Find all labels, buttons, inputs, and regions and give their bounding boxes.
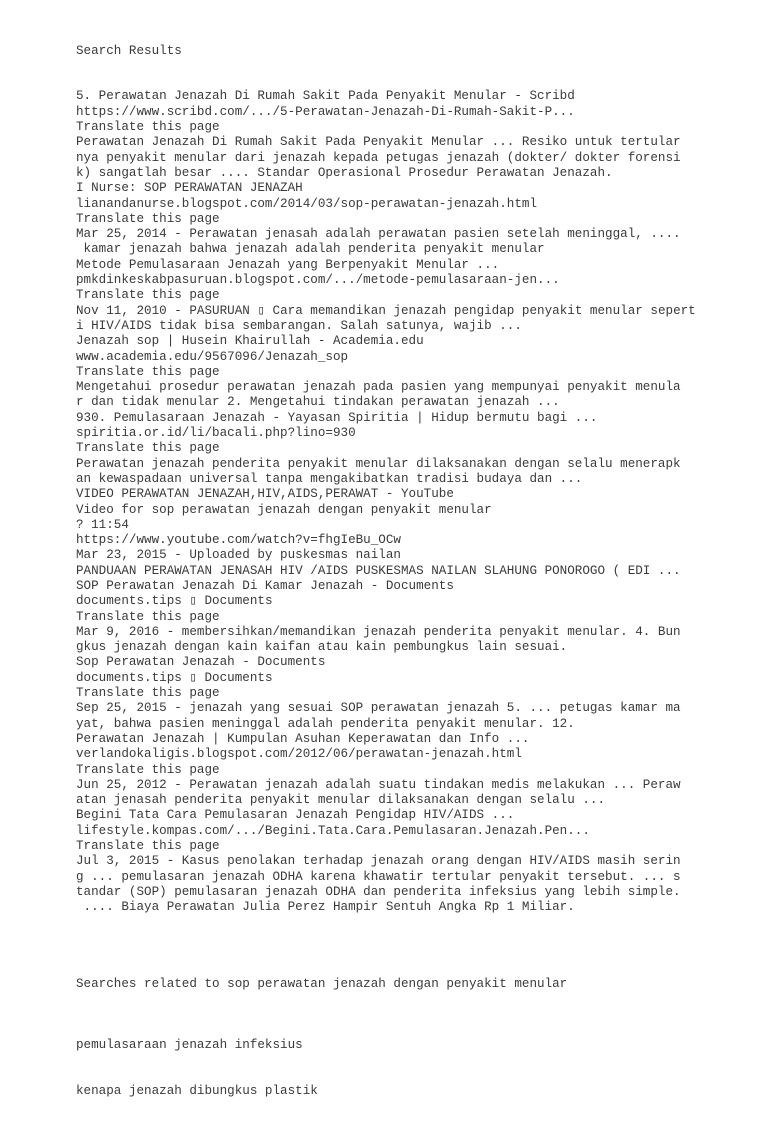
result-item	[76, 411, 748, 487]
result-snippet-line: Nov 11, 2010 - PASURUAN ▯ Cara memandikan jenazah pengidap penyakit menular sepert	[76, 303, 696, 318]
translate-link[interactable]: Translate this page	[76, 364, 220, 379]
result-title-link[interactable]: SOP Perawatan Jenazah Di Kamar Jenazah - Documents	[76, 578, 454, 593]
translate-link[interactable]: Translate this page	[76, 839, 220, 854]
result-snippet-line: Jul 3, 2015 - Kasus penolakan terhadap jenazah orang dengan HIV/AIDS masih serin	[76, 854, 681, 869]
result-item	[76, 181, 748, 257]
result-url[interactable]: pmkdinkeskabpasuruan.blogspot.com/.../metode-pemulasaraan-jen...	[76, 273, 560, 288]
related-searches	[76, 946, 748, 1130]
result-title-link[interactable]: VIDEO PERAWATAN JENAZAH,HIV,AIDS,PERAWAT - YouTube	[76, 487, 454, 502]
result-title-link[interactable]: Begini Tata Cara Pemulasaran Jenazah Pengidap HIV/AIDS ...	[76, 808, 515, 823]
result-url[interactable]: verlandokaligis.blogspot.com/2012/06/perawatan-jenazah.html	[76, 747, 522, 762]
result-title-link[interactable]: 5. Perawatan Jenazah Di Rumah Sakit Pada Penyakit Menular - Scribd	[76, 89, 575, 104]
result-snippet-line: r dan tidak menular 2. Mengetahui tindakan perawatan jenazah ...	[76, 395, 560, 410]
result-url[interactable]: https://www.scribd.com/.../5-Perawatan-Jenazah-Di-Rumah-Sakit-P...	[76, 104, 575, 119]
result-item	[76, 732, 748, 808]
page-heading: Search Results	[76, 43, 182, 58]
result-snippet-line: Sep 25, 2015 - jenazah yang sesuai SOP perawatan jenazah 5. ... petugas kamar ma	[76, 701, 681, 716]
result-snippet-line: nya penyakit menular dari jenazah kepada petugas jenazah (dokter/ dokter forensi	[76, 150, 681, 165]
translate-link[interactable]: Translate this page	[76, 211, 220, 226]
result-title-link[interactable]: Sop Perawatan Jenazah - Documents	[76, 655, 326, 670]
translate-link[interactable]: Translate this page	[76, 686, 220, 701]
related-search-link[interactable]: kenapa jenazah dibungkus plastik	[76, 1083, 318, 1098]
translate-link[interactable]: Translate this page	[76, 120, 220, 135]
result-extra-line: Video for sop perawatan jenazah dengan penyakit menular	[76, 502, 492, 517]
result-snippet-line: Perawatan jenazah penderita penyakit menular dilaksanakan dengan selalu menerapk	[76, 456, 681, 471]
result-snippet-line: kamar jenazah bahwa jenazah adalah penderita penyakit menular	[76, 242, 545, 257]
result-title-link[interactable]: 930. Pemulasaraan Jenazah - Yayasan Spiritia | Hidup bermutu bagi ...	[76, 410, 598, 425]
related-items	[76, 1023, 748, 1099]
result-url[interactable]: documents.tips ▯ Documents	[76, 594, 273, 609]
result-item	[76, 808, 748, 915]
spacer	[76, 1068, 748, 1083]
translate-link[interactable]: Translate this page	[76, 762, 220, 777]
result-url[interactable]: www.academia.edu/9567096/Jenazah_sop	[76, 349, 349, 364]
result-snippet-line: Mar 9, 2016 - membersihkan/memandikan jenazah penderita penyakit menular. 4. Bun	[76, 624, 681, 639]
result-snippet-line: i HIV/AIDS tidak bisa sembarangan. Salah satunya, wajib ...	[76, 318, 522, 333]
result-snippet-line: Mar 23, 2015 - Uploaded by puskesmas nailan	[76, 548, 401, 563]
result-item	[76, 89, 748, 181]
result-title-link[interactable]: Jenazah sop | Husein Khairullah - Academia.edu	[76, 334, 424, 349]
translate-link[interactable]: Translate this page	[76, 288, 220, 303]
related-search-link[interactable]: pemulasaraan jenazah infeksius	[76, 1037, 303, 1052]
result-item	[76, 334, 748, 410]
result-url[interactable]: https://www.youtube.com/watch?v=fhgIeBu_OCw	[76, 533, 401, 548]
result-snippet-line: Perawatan Jenazah Di Rumah Sakit Pada Penyakit Menular ... Resiko untuk tertular	[76, 135, 681, 150]
result-snippet-line: PANDUAAN PERAWATAN JENASAH HIV /AIDS PUSKESMAS NAILAN SLAHUNG PONOROGO ( EDI ...	[76, 563, 681, 578]
related-heading: Searches related to sop perawatan jenazah dengan penyakit menular	[76, 976, 568, 991]
result-snippet-line: Jun 25, 2012 - Perawatan jenazah adalah suatu tindakan medis melakukan ... Peraw	[76, 777, 681, 792]
result-snippet-line: Mar 25, 2014 - Perawatan jenasah adalah perawatan pasien setelah meninggal, ....	[76, 227, 681, 242]
result-snippet-line: Mengetahui prosedur perawatan jenazah pada pasien yang mempunyai penyakit menula	[76, 380, 681, 395]
result-item	[76, 655, 748, 731]
result-snippet-line: atan jenasah penderita penyakit menular dilaksanakan dengan selalu ...	[76, 793, 606, 808]
spacer	[76, 1023, 748, 1038]
result-url[interactable]: lifestyle.kompas.com/.../Begini.Tata.Cara.Pemulasaran.Jenazah.Pen...	[76, 823, 590, 838]
result-item	[76, 579, 748, 655]
result-title-link[interactable]: Perawatan Jenazah | Kumpulan Asuhan Keperawatan dan Info ...	[76, 731, 530, 746]
result-url[interactable]: spiritia.or.id/li/bacali.php?lino=930	[76, 426, 356, 441]
result-snippet-line: g ... pemulasaran jenazah ODHA karena khawatir tertular penyakit tersebut. ... s	[76, 869, 681, 884]
result-url[interactable]: lianandanurse.blogspot.com/2014/03/sop-perawatan-jenazah.html	[76, 196, 538, 211]
result-snippet-line: gkus jenazah dengan kain kaifan atau kain pembungkus lain sesuai.	[76, 640, 568, 655]
translate-link[interactable]: Translate this page	[76, 609, 220, 624]
results-list	[76, 89, 748, 915]
result-snippet-line: yat, bahwa pasien meninggal adalah penderita penyakit menular. 12.	[76, 716, 575, 731]
result-title-link[interactable]: I Nurse: SOP PERAWATAN JENAZAH	[76, 181, 303, 196]
translate-link[interactable]: Translate this page	[76, 441, 220, 456]
result-snippet-line: tandar (SOP) pemulasaran jenazah ODHA dan penderita infeksius yang lebih simple.	[76, 884, 681, 899]
result-url[interactable]: documents.tips ▯ Documents	[76, 670, 273, 685]
result-item	[76, 487, 748, 579]
result-item	[76, 258, 748, 334]
result-title-link[interactable]: Metode Pemulasaraan Jenazah yang Berpenyakit Menular ...	[76, 257, 500, 272]
result-snippet-line: an kewaspadaan universal tanpa mengakibatkan tradisi budaya dan ...	[76, 471, 583, 486]
spacer	[76, 1053, 748, 1068]
search-results-document	[76, 13, 748, 1145]
result-snippet-line: .... Biaya Perawatan Julia Perez Hampir Sentuh Angka Rp 1 Miliar.	[76, 900, 575, 915]
result-extra-line: ? 11:54	[76, 517, 129, 532]
result-snippet-line: k) sangatlah besar .... Standar Operasional Prosedur Perawatan Jenazah.	[76, 165, 613, 180]
